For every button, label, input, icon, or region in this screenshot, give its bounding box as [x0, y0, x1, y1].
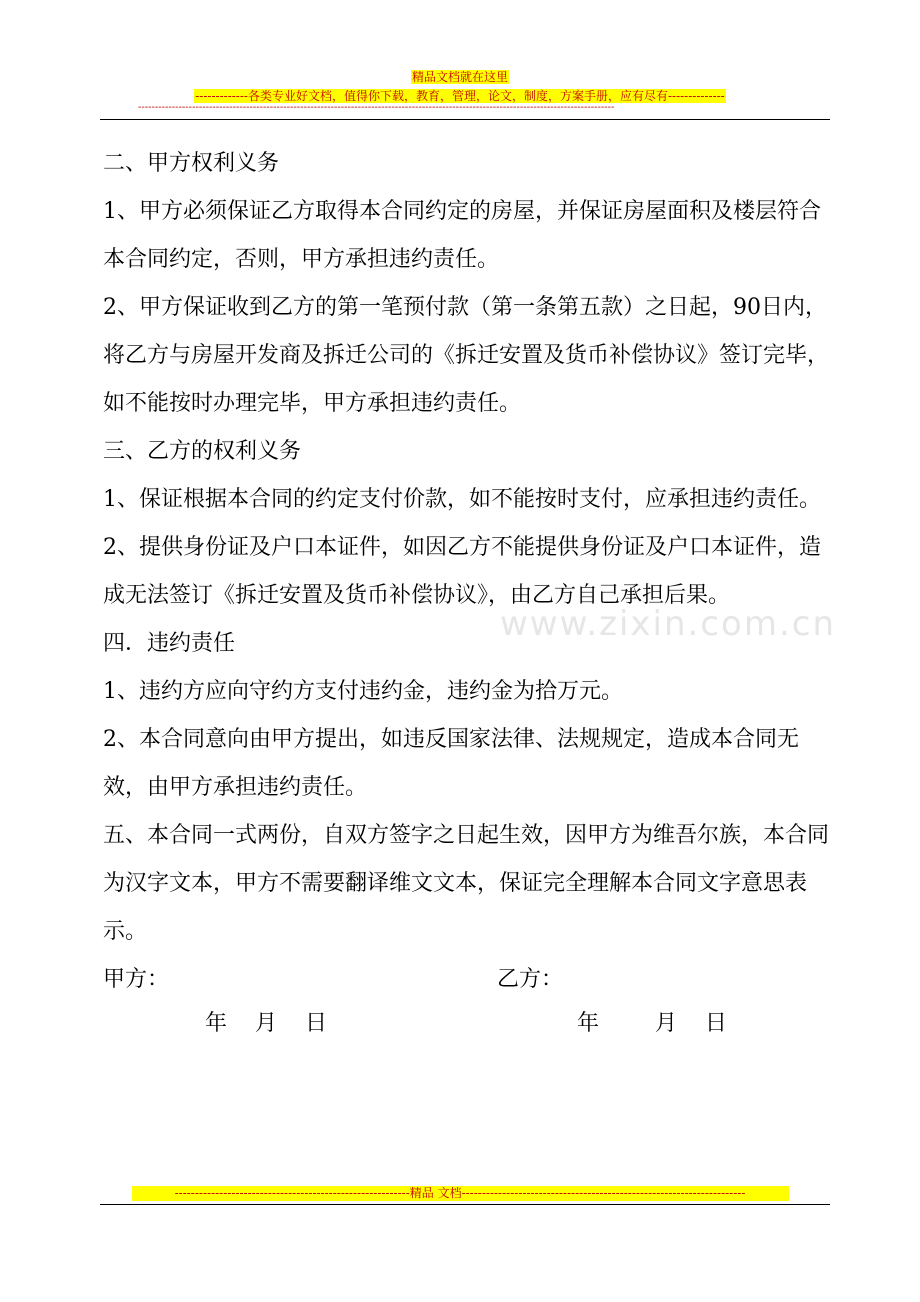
footer-rule	[100, 1204, 830, 1205]
party-a-date: 年 月 日	[205, 1011, 327, 1036]
watermark: www.zixin.com.cn	[500, 604, 836, 644]
header-title	[0, 66, 920, 85]
paragraph: 2、甲方保证收到乙方的第一笔预付款（第一条第五款）之日起，90日内，将乙方与房屋开发商及拆迁公司的《拆迁安置及货币补偿协议》签订完毕，如不能按时办理完毕，甲方承担违约责任。	[103, 295, 830, 416]
party-b-label: 乙方：	[497, 967, 564, 992]
footer-text: ----------------------------------------------------------精品 文档----------------------------------------------------------------------	[132, 1186, 789, 1201]
header-rule	[100, 119, 830, 120]
signature-row	[103, 956, 831, 1000]
header-subtitle-text: -------------各类专业好文档，值得你下载，教育，管理，论文，制度，方案手册，应有尽有--------------	[195, 89, 725, 103]
document-body	[103, 140, 831, 1044]
paragraph: 1、甲方必须保证乙方取得本合同约定的房屋，并保证房屋面积及楼层符合本合同约定，否则，甲方承担违约责任。	[103, 199, 821, 272]
date-row	[103, 1000, 831, 1044]
paragraph: 1、保证根据本合同的约定支付价款，如不能按时支付，应承担违约责任。	[103, 487, 821, 512]
section-5: 五、本合同一式两份，自双方签字之日起生效，因甲方为维吾尔族，本合同为汉字文本，甲方不需要翻译维文文本，保证完全理解本合同文字意思表示。	[103, 823, 830, 944]
section-heading-2: 二、甲方权利义务	[103, 151, 280, 176]
paragraph: 2、提供身份证及户口本证件，如因乙方不能提供身份证及户口本证件，造成无法签订《拆迁安置及货币补偿协议》，由乙方自己承担后果。	[103, 535, 821, 608]
header-dashed-line: ---------------------------------------------------------------------------------------------------------------------------------------------	[138, 102, 615, 113]
party-b-date: 年 月 日	[577, 1011, 727, 1036]
paragraph: 2、本合同意向由甲方提出，如违反国家法律、法规规定，造成本合同无效，由甲方承担违约责任。	[103, 727, 799, 800]
section-heading-4: 四．违约责任	[103, 631, 236, 656]
paragraph: 1、违约方应向守约方支付违约金，违约金为拾万元。	[103, 679, 623, 704]
footer	[0, 1186, 920, 1205]
party-a-label: 甲方：	[103, 967, 170, 992]
section-heading-3: 三、乙方的权利义务	[103, 439, 302, 464]
header-title-text: 精品文档就在这里	[411, 70, 508, 84]
